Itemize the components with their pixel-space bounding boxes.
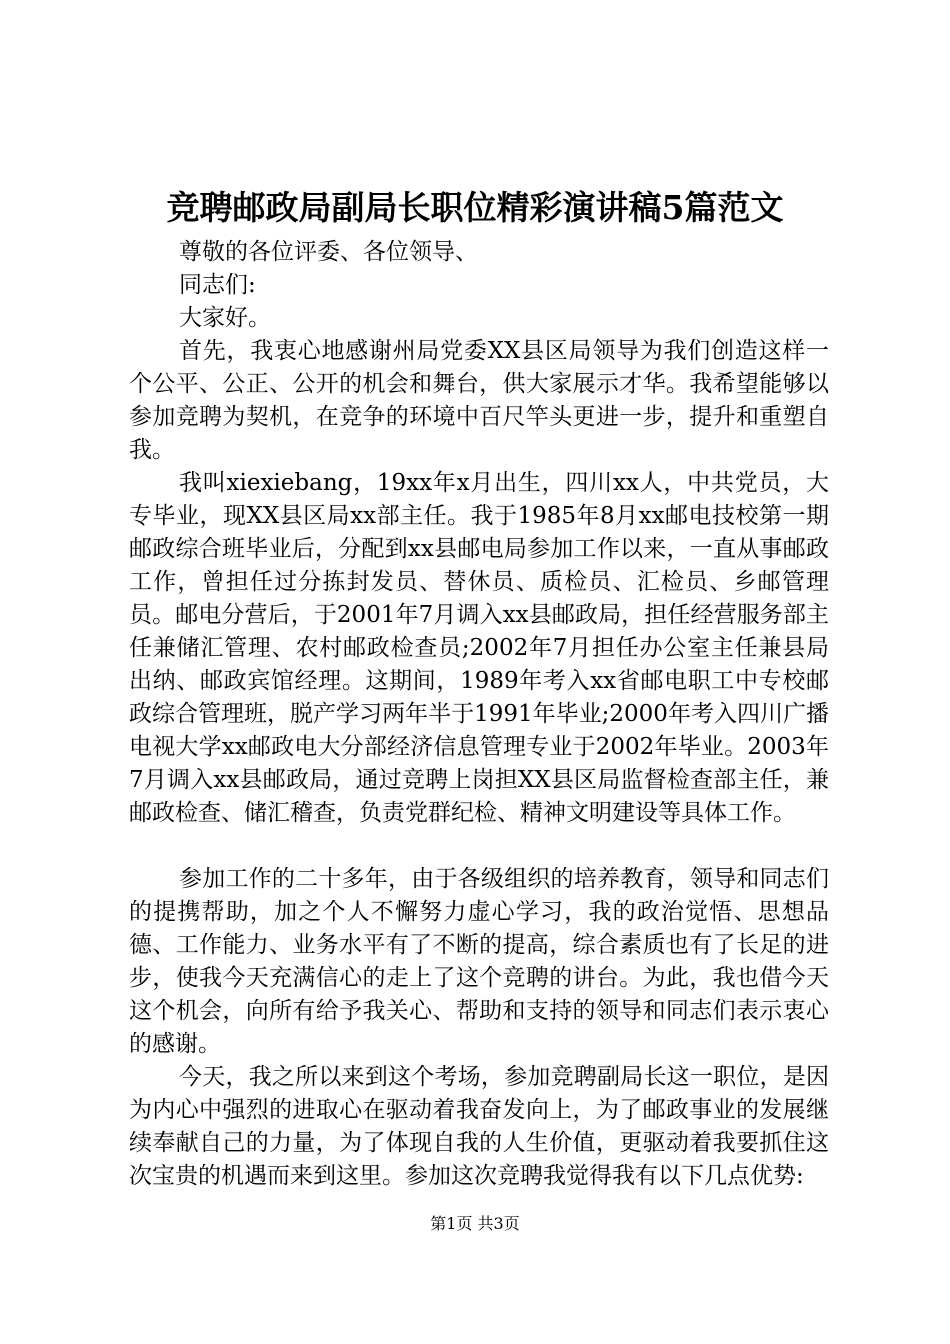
salutation-line-1: 尊敬的各位评委、各位领导、 bbox=[179, 239, 478, 265]
paragraph-motivation: 今天，我之所以来到这个考场，参加竞聘副局长这一职位，是因为内心中强烈的进取心在驱动着我奋发向上，为了邮政事业的发展继续奉献自己的力量，为了体现自我的人生价值，更驱动着我要抓住这次宝贵的机遇而来到这里。参加这次竞聘我觉得我有以下几点优势: bbox=[129, 1064, 829, 1189]
paragraph-background: 我叫xiexiebang，19xx年x月出生，四川xx人，中共党员，大专毕业，现XX县区局xx部主任。我于1985年8月xx邮电技校第一期邮政综合班毕业后，分配到xx县邮电局参加工作以来，一直从事邮政工作，曾担任过分拣封发员、替休员、质检员、汇检员、乡邮管理员。邮电分营后，于2001年7月调入xx县邮政局，担任经营服务部主任兼储汇管理、农村邮政检查员;2002年7月担任办公室主任兼县局出纳、邮政宾馆经理。这期间，1989年考入xx省邮电职工中专校邮政综合管理班，脱产学习两年半于1991年毕业;2000年考入四川广播电视大学xx邮政电大分部经济信息管理专业于2002年毕业。2003年7月调入xx县邮政局，通过竞聘上岗担XX县区局监督检查部主任，兼邮政检查、储汇稽查，负责党群纪检、精神文明建设等具体工作。 bbox=[129, 470, 829, 826]
page-number-footer: 第1页 共3页 bbox=[430, 1214, 520, 1233]
document-title: 竞聘邮政局副局长职位精彩演讲稿5篇范文 bbox=[166, 188, 784, 227]
document-body bbox=[129, 236, 829, 1193]
paragraph-gap bbox=[129, 830, 829, 863]
paragraph-intro: 首先，我衷心地感谢州局党委XX县区局领导为我们创造这样一个公平、公正、公开的机会和舞台，供大家展示才华。我希望能够以参加竞聘为契机，在竞争的环境中百尺竿头更进一步，提升和重塑自我。 bbox=[129, 338, 829, 463]
greeting-line: 大家好。 bbox=[179, 305, 271, 331]
salutation-line-2: 同志们: bbox=[179, 272, 256, 298]
paragraph-gratitude: 参加工作的二十多年，由于各级组织的培养教育，领导和同志们的提携帮助，加之个人不懈努力虚心学习，我的政治觉悟、思想品德、工作能力、业务水平有了不断的提高，综合素质也有了长足的进步，使我今天充满信心的走上了这个竞聘的讲台。为此，我也借今天这个机会，向所有给予我关心、帮助和支持的领导和同志们表示衷心的感谢。 bbox=[129, 866, 829, 1057]
